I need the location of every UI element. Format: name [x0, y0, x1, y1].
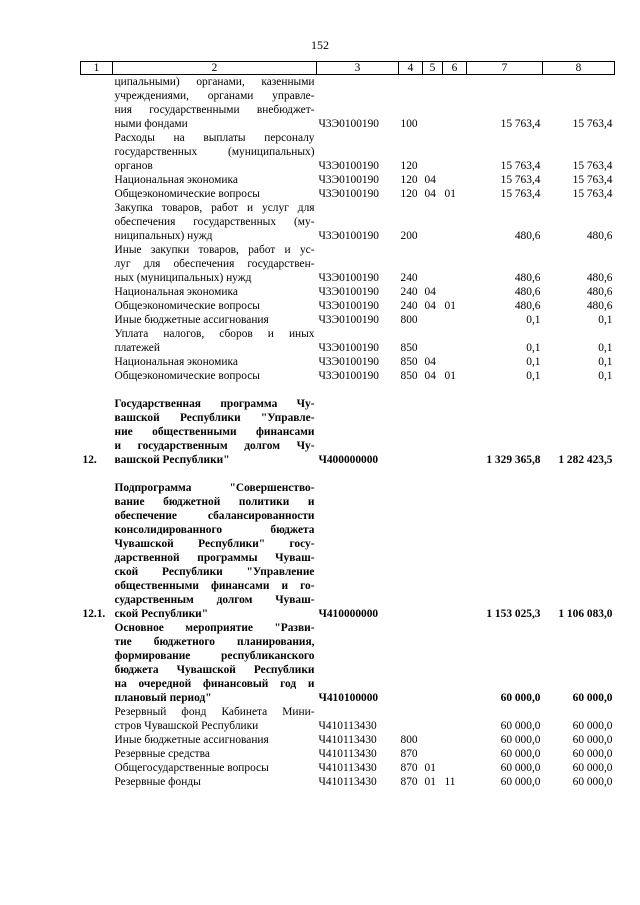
- target-code: Ч3Э0100190: [318, 188, 379, 200]
- amount-year-2: 60 000,0: [572, 692, 613, 704]
- name-line: стров Чувашской Республики: [114, 720, 259, 732]
- target-code: Ч3Э0100190: [318, 118, 379, 130]
- row-name: [113, 299, 317, 313]
- amount-year-2: 60 000,0: [572, 776, 613, 788]
- section-code: 04: [424, 188, 436, 200]
- row-name: [113, 761, 317, 775]
- amount-year-2: 0,1: [598, 314, 613, 326]
- row-number: [81, 705, 113, 733]
- table-row: [81, 285, 615, 299]
- table-row: [81, 747, 615, 761]
- subsection-code: [443, 201, 467, 243]
- subsection-code: [443, 75, 467, 132]
- subsection-code: [443, 481, 467, 621]
- row-name: [113, 131, 317, 173]
- amount-year-1: 15 763,4: [500, 174, 541, 186]
- table-row: [81, 243, 615, 285]
- budget-table: [80, 61, 615, 789]
- table-row: [81, 131, 615, 173]
- name-line: Закупка товаров, работ и услуг для: [114, 202, 315, 214]
- name-line: Подпрограмма "Совершенство-: [114, 482, 315, 494]
- header-cell: 1: [81, 62, 113, 75]
- amount-year-1: 480,6: [514, 286, 541, 298]
- header-cell: 7: [467, 62, 543, 75]
- amount-year-2: 60 000,0: [572, 734, 613, 746]
- amount-year-1: 480,6: [514, 230, 541, 242]
- section-code: [423, 747, 443, 761]
- name-line: ской Республики "Управление: [114, 566, 315, 578]
- expense-type: [399, 705, 423, 733]
- amount-year-1: 60 000,0: [500, 748, 541, 760]
- subsection-code: [443, 705, 467, 733]
- target-code: Ч3Э0100190: [318, 300, 379, 312]
- name-line: ных (муниципальных) нужд: [114, 272, 252, 284]
- expense-type: 870: [400, 748, 418, 760]
- amount-year-2: 1 106 083,0: [558, 608, 613, 620]
- table-row: [81, 621, 615, 705]
- name-line: ния государственными внебюджет-: [114, 104, 315, 116]
- name-line: Уплата налогов, сборов и иных: [114, 328, 315, 340]
- row-name: [113, 355, 317, 369]
- spacer-row: [81, 383, 615, 397]
- name-line: обеспечение сбалансированности: [114, 510, 315, 522]
- row-number: [81, 355, 113, 369]
- row-number: [81, 621, 113, 705]
- table-row: [81, 355, 615, 369]
- amount-year-2: 480,6: [586, 300, 613, 312]
- row-number: 12.: [82, 454, 97, 466]
- amount-year-2: 15 763,4: [572, 174, 613, 186]
- row-number: [81, 243, 113, 285]
- table-row: [81, 733, 615, 747]
- name-line: Резервные фонды: [114, 776, 201, 788]
- amount-year-1: 1 329 365,8: [486, 454, 541, 466]
- name-line: Резервные средства: [114, 748, 210, 760]
- table-row: [81, 775, 615, 789]
- name-line: консолидированного бюджета: [114, 524, 315, 536]
- subsection-code: [443, 313, 467, 327]
- name-line: общественными финансами и го-: [114, 580, 315, 592]
- expense-type: 200: [400, 230, 418, 242]
- table-row: [81, 761, 615, 775]
- subsection-code: [443, 733, 467, 747]
- name-line: вашской Республики": [114, 454, 230, 466]
- name-line: Общеэкономические вопросы: [114, 300, 260, 312]
- name-line: Национальная экономика: [114, 286, 238, 298]
- name-line: Иные закупки товаров, работ и ус-: [114, 244, 315, 256]
- row-number: [81, 299, 113, 313]
- target-code: Ч410113430: [318, 720, 377, 732]
- amount-year-1: 15 763,4: [500, 118, 541, 130]
- amount-year-2: 480,6: [586, 230, 613, 242]
- name-line: Общеэкономические вопросы: [114, 188, 260, 200]
- target-code: Ч410113430: [318, 762, 377, 774]
- target-code: Ч410100000: [318, 692, 379, 704]
- expense-type: 120: [400, 188, 418, 200]
- section-code: [423, 243, 443, 285]
- subsection-code: [443, 355, 467, 369]
- target-code: Ч410113430: [318, 776, 377, 788]
- amount-year-2: 60 000,0: [572, 762, 613, 774]
- section-code: 04: [424, 300, 436, 312]
- amount-year-1: 0,1: [526, 356, 541, 368]
- amount-year-1: 60 000,0: [500, 692, 541, 704]
- amount-year-2: 15 763,4: [572, 160, 613, 172]
- section-code: [423, 131, 443, 173]
- row-name: [113, 285, 317, 299]
- target-code: Ч410113430: [318, 748, 377, 760]
- row-number: [81, 369, 113, 383]
- target-code: Ч3Э0100190: [318, 174, 379, 186]
- target-code: Ч3Э0100190: [318, 370, 379, 382]
- row-number: [81, 201, 113, 243]
- name-line: дарственной программы Чуваш-: [114, 552, 315, 564]
- name-line: бюджета Чувашской Республики: [114, 664, 315, 676]
- row-name: [113, 201, 317, 243]
- name-line: вашской Республики "Управле-: [114, 412, 315, 424]
- amount-year-2: 15 763,4: [572, 118, 613, 130]
- name-line: учреждениями, органами управле-: [114, 90, 315, 102]
- section-code: 01: [424, 762, 436, 774]
- section-code: [423, 733, 443, 747]
- section-code: 04: [424, 370, 436, 382]
- section-code: [423, 327, 443, 355]
- row-number: [81, 131, 113, 173]
- amount-year-1: 60 000,0: [500, 762, 541, 774]
- header-row: [81, 62, 615, 75]
- section-code: [423, 313, 443, 327]
- header-cell: 6: [443, 62, 467, 75]
- amount-year-1: 60 000,0: [500, 720, 541, 732]
- row-name: [113, 75, 317, 132]
- name-line: сударственным долгом Чуваш-: [114, 594, 315, 606]
- table-row: [81, 75, 615, 132]
- section-code: 01: [424, 776, 436, 788]
- amount-year-2: 1 282 423,5: [558, 454, 613, 466]
- section-code: [423, 75, 443, 132]
- table-row: [81, 313, 615, 327]
- name-line: Общегосударственные вопросы: [114, 762, 269, 774]
- amount-year-1: 480,6: [514, 300, 541, 312]
- target-code: Ч3Э0100190: [318, 160, 379, 172]
- amount-year-1: 480,6: [514, 272, 541, 284]
- target-code: Ч3Э0100190: [318, 356, 379, 368]
- subsection-code: 01: [444, 370, 456, 382]
- target-code: Ч400000000: [318, 454, 379, 466]
- subsection-code: [443, 243, 467, 285]
- table-row: [81, 481, 615, 621]
- expense-type: 850: [400, 356, 418, 368]
- name-line: и государственным долгом Чу-: [114, 440, 315, 452]
- name-line: луг для обеспечения государствен-: [114, 258, 315, 270]
- subsection-code: 01: [444, 300, 456, 312]
- expense-type: 100: [400, 118, 418, 130]
- header-cell: 2: [113, 62, 317, 75]
- name-line: Иные бюджетные ассигнования: [114, 314, 269, 326]
- target-code: Ч3Э0100190: [318, 230, 379, 242]
- expense-type: 240: [400, 286, 418, 298]
- row-number: 12.1.: [82, 608, 106, 620]
- header-cell: 4: [399, 62, 423, 75]
- table-row: [81, 201, 615, 243]
- section-code: [423, 397, 443, 467]
- expense-type: 850: [400, 342, 418, 354]
- amount-year-1: 0,1: [526, 370, 541, 382]
- name-line: Иные бюджетные ассигнования: [114, 734, 269, 746]
- amount-year-1: 0,1: [526, 342, 541, 354]
- expense-type: [399, 481, 423, 621]
- name-line: Чувашской Республики" госу-: [114, 538, 315, 550]
- amount-year-2: 15 763,4: [572, 188, 613, 200]
- section-code: [423, 621, 443, 705]
- page-number: 152: [311, 38, 329, 52]
- row-number: [81, 733, 113, 747]
- subsection-code: 11: [444, 776, 456, 788]
- table-row: [81, 397, 615, 467]
- name-line: ными фондами: [114, 118, 188, 130]
- row-number: [81, 761, 113, 775]
- target-code: Ч3Э0100190: [318, 286, 379, 298]
- name-line: формирование республиканского: [114, 650, 315, 662]
- amount-year-2: 60 000,0: [572, 748, 613, 760]
- row-name: [113, 397, 317, 467]
- name-line: государственных (муниципальных): [114, 146, 315, 158]
- expense-type: 240: [400, 272, 418, 284]
- expense-type: 120: [400, 160, 418, 172]
- name-line: на очередной финансовый год и: [114, 678, 315, 690]
- name-line: ской Республики": [114, 608, 209, 620]
- amount-year-1: 0,1: [526, 314, 541, 326]
- spacer-cell: [81, 383, 615, 397]
- row-name: [113, 621, 317, 705]
- row-number: [81, 775, 113, 789]
- section-code: 04: [424, 286, 436, 298]
- target-code: Ч410113430: [318, 734, 377, 746]
- section-code: [423, 705, 443, 733]
- amount-year-2: 480,6: [586, 272, 613, 284]
- row-number: [81, 173, 113, 187]
- expense-type: 800: [400, 314, 418, 326]
- section-code: 04: [424, 356, 436, 368]
- row-name: [113, 369, 317, 383]
- row-name: [113, 775, 317, 789]
- table-row: [81, 187, 615, 201]
- name-line: плановый период": [114, 692, 212, 704]
- expense-type: 850: [400, 370, 418, 382]
- row-number: [81, 327, 113, 355]
- expense-type: [399, 621, 423, 705]
- row-name: [113, 243, 317, 285]
- amount-year-1: 1 153 025,3: [486, 608, 541, 620]
- name-line: Основное мероприятие "Разви-: [114, 622, 315, 634]
- amount-year-1: 15 763,4: [500, 188, 541, 200]
- name-line: Общеэкономические вопросы: [114, 370, 260, 382]
- section-code: [423, 481, 443, 621]
- name-line: вание бюджетной политики и: [114, 496, 315, 508]
- name-line: Национальная экономика: [114, 174, 238, 186]
- section-code: [423, 201, 443, 243]
- amount-year-2: 0,1: [598, 356, 613, 368]
- row-number: [81, 75, 113, 132]
- name-line: Расходы на выплаты персоналу: [114, 132, 315, 144]
- expense-type: 870: [400, 762, 418, 774]
- expense-type: 800: [400, 734, 418, 746]
- name-line: ципальными) органами, казенными: [114, 76, 315, 88]
- subsection-code: 01: [444, 188, 456, 200]
- expense-type: 240: [400, 300, 418, 312]
- row-name: [113, 733, 317, 747]
- row-number: [81, 285, 113, 299]
- name-line: ние общественными финансами: [114, 426, 315, 438]
- amount-year-1: 60 000,0: [500, 776, 541, 788]
- row-name: [113, 481, 317, 621]
- table-row: [81, 299, 615, 313]
- subsection-code: [443, 131, 467, 173]
- target-code: Ч3Э0100190: [318, 272, 379, 284]
- expense-type: [399, 397, 423, 467]
- amount-year-2: 480,6: [586, 286, 613, 298]
- name-line: обеспечения государственных (му-: [114, 216, 315, 228]
- amount-year-1: 60 000,0: [500, 734, 541, 746]
- header-cell: 3: [317, 62, 399, 75]
- row-number: [81, 747, 113, 761]
- subsection-code: [443, 621, 467, 705]
- name-line: Национальная экономика: [114, 356, 238, 368]
- name-line: тие бюджетного планирования,: [114, 636, 315, 648]
- section-code: 04: [424, 174, 436, 186]
- subsection-code: [443, 327, 467, 355]
- expense-type: 870: [400, 776, 418, 788]
- amount-year-2: 0,1: [598, 342, 613, 354]
- header-cell: 5: [423, 62, 443, 75]
- row-name: [113, 747, 317, 761]
- name-line: ниципальных) нужд: [114, 230, 213, 242]
- table-row: [81, 705, 615, 733]
- row-name: [113, 173, 317, 187]
- name-line: платежей: [114, 342, 160, 354]
- name-line: Государственная программа Чу-: [114, 398, 315, 410]
- amount-year-1: 15 763,4: [500, 160, 541, 172]
- row-number: [81, 187, 113, 201]
- target-code: Ч3Э0100190: [318, 314, 379, 326]
- header-cell: 8: [543, 62, 615, 75]
- spacer-row: [81, 467, 615, 481]
- subsection-code: [443, 761, 467, 775]
- name-line: Резервный фонд Кабинета Мини-: [114, 706, 315, 718]
- expense-type: 120: [400, 174, 418, 186]
- row-name: [113, 327, 317, 355]
- amount-year-2: 0,1: [598, 370, 613, 382]
- target-code: Ч3Э0100190: [318, 342, 379, 354]
- table-row: [81, 173, 615, 187]
- subsection-code: [443, 285, 467, 299]
- table-row: [81, 327, 615, 355]
- name-line: органов: [114, 160, 153, 172]
- subsection-code: [443, 173, 467, 187]
- table-row: [81, 369, 615, 383]
- row-number: [81, 313, 113, 327]
- row-name: [113, 705, 317, 733]
- target-code: Ч410000000: [318, 608, 379, 620]
- amount-year-2: 60 000,0: [572, 720, 613, 732]
- row-name: [113, 187, 317, 201]
- subsection-code: [443, 397, 467, 467]
- row-name: [113, 313, 317, 327]
- subsection-code: [443, 747, 467, 761]
- spacer-cell: [81, 467, 615, 481]
